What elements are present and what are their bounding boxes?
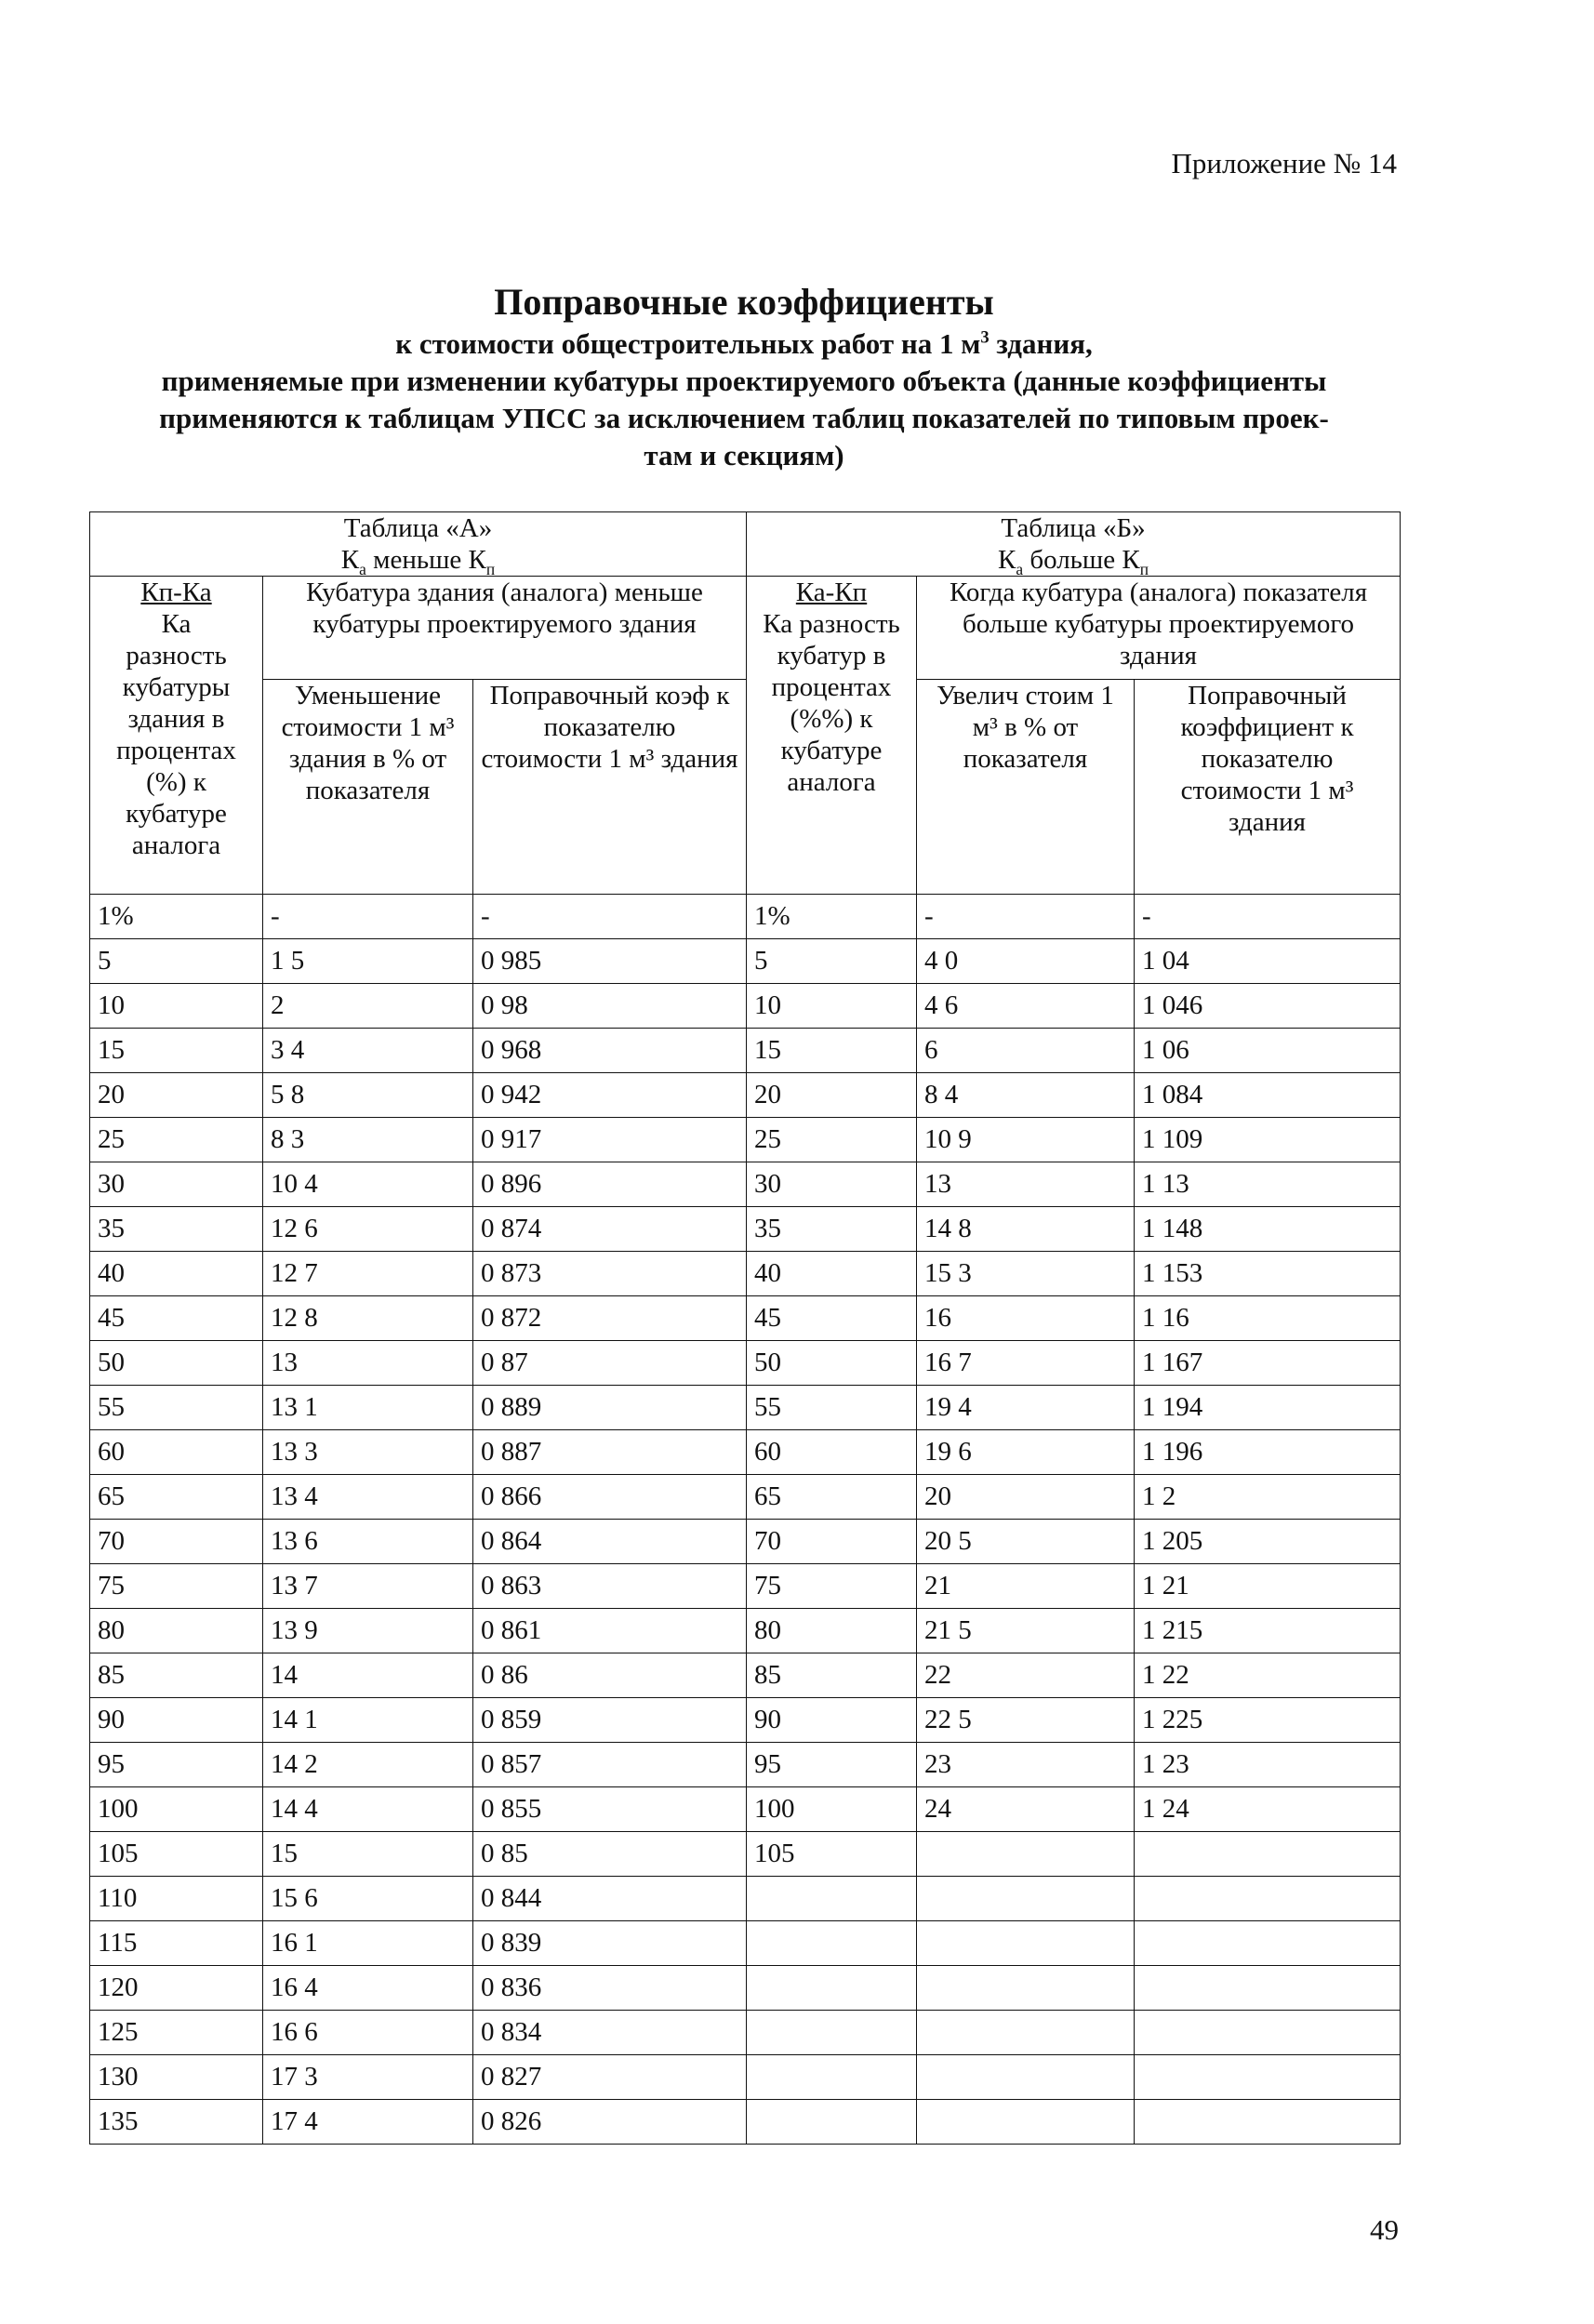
table-cell — [917, 1877, 1135, 1921]
table-cell — [747, 1921, 917, 1966]
table-row — [90, 1296, 1401, 1341]
table-cell — [1135, 1966, 1401, 2011]
table-a-col1-header — [90, 577, 263, 895]
table-cell: 1 046 — [1135, 984, 1401, 1029]
title-line-3: применяются к таблицам УПСС за исключением таблиц показателей по типовым проек- — [159, 402, 1329, 434]
table-row — [90, 1073, 1401, 1118]
table-cell: 95 — [747, 1743, 917, 1787]
table-cell: 1 06 — [1135, 1029, 1401, 1073]
table-cell: 1 225 — [1135, 1698, 1401, 1743]
table-row — [90, 1475, 1401, 1520]
table-cell: 1 5 — [263, 939, 473, 984]
table-cell: 110 — [90, 1877, 263, 1921]
table-cell: 30 — [747, 1162, 917, 1207]
table-cell: 22 — [917, 1653, 1135, 1698]
table-cell — [1135, 1832, 1401, 1877]
table-cell: 20 5 — [917, 1520, 1135, 1564]
table-cell: 1 196 — [1135, 1430, 1401, 1475]
table-row — [90, 1653, 1401, 1698]
table-cell: - — [917, 895, 1135, 939]
table-row — [90, 1921, 1401, 1966]
table-cell: 25 — [90, 1118, 263, 1162]
table-cell: 4 6 — [917, 984, 1135, 1029]
table-row — [90, 1118, 1401, 1162]
table-row — [90, 2100, 1401, 2145]
table-a-subtitle — [98, 544, 738, 576]
table-b-title: Таблица «Б» — [1001, 513, 1146, 543]
table-cell: 14 — [263, 1653, 473, 1698]
table-cell: 13 9 — [263, 1609, 473, 1653]
table-row — [90, 1832, 1401, 1877]
table-cell: 0 864 — [473, 1520, 747, 1564]
table-cell: 1 16 — [1135, 1296, 1401, 1341]
title-line-1-text: к стоимости общестроительных работ на 1 м — [395, 327, 981, 360]
title-line-1 — [84, 325, 1404, 363]
table-cell: 55 — [747, 1386, 917, 1430]
table-row — [90, 1029, 1401, 1073]
table-row — [90, 1207, 1401, 1252]
table-cell — [1135, 1921, 1401, 1966]
table-cell — [1135, 2055, 1401, 2100]
table-a-col2-header: Уменьшение стоимости 1 м³ здания в % от показателя — [263, 680, 473, 895]
table-cell: 0 942 — [473, 1073, 747, 1118]
table-cell: 10 9 — [917, 1118, 1135, 1162]
table-cell: 0 836 — [473, 1966, 747, 2011]
table-cell: 30 — [90, 1162, 263, 1207]
table-cell: 65 — [747, 1475, 917, 1520]
table-cell: 14 1 — [263, 1698, 473, 1743]
page-number: 49 — [1370, 2213, 1399, 2246]
table-cell: 90 — [90, 1698, 263, 1743]
table-cell: 115 — [90, 1921, 263, 1966]
table-row — [90, 1162, 1401, 1207]
table-cell: 10 — [747, 984, 917, 1029]
appendix-label: Приложение № 14 — [1171, 147, 1397, 179]
table-cell: 5 8 — [263, 1073, 473, 1118]
table-cell: 70 — [747, 1520, 917, 1564]
table-row — [90, 984, 1401, 1029]
table-cell — [917, 1921, 1135, 1966]
table-cell: 130 — [90, 2055, 263, 2100]
table-cell: 0 86 — [473, 1653, 747, 1698]
table-cell: 0 859 — [473, 1698, 747, 1743]
table-cell: 8 3 — [263, 1118, 473, 1162]
table-row — [90, 1520, 1401, 1564]
table-cell: 0 834 — [473, 2011, 747, 2055]
table-cell: 1 13 — [1135, 1162, 1401, 1207]
table-cell: 23 — [917, 1743, 1135, 1787]
table-cell: 0 85 — [473, 1832, 747, 1877]
table-cell: 0 826 — [473, 2100, 747, 2145]
table-cell: 60 — [90, 1430, 263, 1475]
table-cell: 20 — [90, 1073, 263, 1118]
table-cell: 75 — [747, 1564, 917, 1609]
table-a-comparison: меньше К — [365, 545, 486, 575]
table-cell: 75 — [90, 1564, 263, 1609]
table-cell: 12 7 — [263, 1252, 473, 1296]
table-cell: 55 — [90, 1386, 263, 1430]
table-a-col1-text: разность кубатуры здания в процентах (%) к кубатуре аналога — [116, 641, 236, 860]
table-cell: 1 084 — [1135, 1073, 1401, 1118]
table-b-k2-index: п — [1139, 559, 1149, 577]
table-cell: 15 — [263, 1832, 473, 1877]
table-cell: 8 4 — [917, 1073, 1135, 1118]
table-row — [90, 1564, 1401, 1609]
table-a-col3-header: Поправочный коэф к показателю стоимости 1 м³ здания — [473, 680, 747, 895]
table-cell: 0 887 — [473, 1430, 747, 1475]
table-cell: 0 866 — [473, 1475, 747, 1520]
table-cell: 20 — [917, 1475, 1135, 1520]
table-cell: 15 6 — [263, 1877, 473, 1921]
table-cell: 0 839 — [473, 1921, 747, 1966]
table-cell: 45 — [90, 1296, 263, 1341]
table-cell: 17 4 — [263, 2100, 473, 2145]
coefficients-table — [89, 511, 1401, 2145]
table-row — [90, 1430, 1401, 1475]
table-cell: 1 21 — [1135, 1564, 1401, 1609]
title-line-1-sup: 3 — [980, 327, 990, 348]
table-b-col2-header: Увелич стоим 1 м³ в % от показателя — [917, 680, 1135, 895]
table-cell: 24 — [917, 1787, 1135, 1832]
table-row — [90, 1386, 1401, 1430]
table-cell: 0 968 — [473, 1029, 747, 1073]
table-a-col1-denominator: Ка — [161, 609, 192, 639]
table-cell: 0 889 — [473, 1386, 747, 1430]
table-row — [90, 1877, 1401, 1921]
table-cell: 40 — [747, 1252, 917, 1296]
table-cell: 1% — [747, 895, 917, 939]
table-b-col1-top: Ка-Кп — [795, 578, 868, 607]
table-cell: 12 6 — [263, 1207, 473, 1252]
table-cell: 13 6 — [263, 1520, 473, 1564]
table-a-group-header: Кубатура здания (аналога) меньше кубатуры проектируемого здания — [263, 577, 747, 680]
table-cell: 14 2 — [263, 1743, 473, 1787]
table-cell — [747, 2055, 917, 2100]
table-cell: 13 — [917, 1162, 1135, 1207]
table-b-k: К — [998, 545, 1016, 575]
table-cell: 85 — [90, 1653, 263, 1698]
table-cell: 1 167 — [1135, 1341, 1401, 1386]
table-a-k: К — [340, 545, 360, 575]
table-row — [90, 2011, 1401, 2055]
table-cell — [747, 2011, 917, 2055]
table-cell: 80 — [90, 1609, 263, 1653]
table-cell: 13 — [263, 1341, 473, 1386]
table-cell: 10 4 — [263, 1162, 473, 1207]
table-cell: - — [473, 895, 747, 939]
table-cell: - — [263, 895, 473, 939]
table-cell: 0 896 — [473, 1162, 747, 1207]
table-row — [90, 2055, 1401, 2100]
table-cell: 1 23 — [1135, 1743, 1401, 1787]
table-cell: 50 — [747, 1341, 917, 1386]
table-cell: 14 8 — [917, 1207, 1135, 1252]
table-cell: 15 — [747, 1029, 917, 1073]
title-line-4: там и секциям) — [644, 439, 844, 471]
table-cell: 0 917 — [473, 1118, 747, 1162]
table-cell: 1 04 — [1135, 939, 1401, 984]
table-cell: 16 1 — [263, 1921, 473, 1966]
table-cell — [917, 1966, 1135, 2011]
table-b-header — [747, 512, 1401, 577]
table-cell: 13 3 — [263, 1430, 473, 1475]
table-a-col1-numerator: Кп-Ка — [140, 578, 212, 607]
table-cell: 0 827 — [473, 2055, 747, 2100]
table-cell: - — [1135, 895, 1401, 939]
table-row — [90, 1966, 1401, 2011]
table-header — [90, 512, 1401, 895]
table-cell: 85 — [747, 1653, 917, 1698]
table-cell: 21 — [917, 1564, 1135, 1609]
title-main: Поправочные коэффициенты — [494, 281, 994, 323]
table-cell — [1135, 2100, 1401, 2145]
table-cell: 95 — [90, 1743, 263, 1787]
table-cell: 5 — [747, 939, 917, 984]
table-cell: 0 873 — [473, 1252, 747, 1296]
table-cell: 1 148 — [1135, 1207, 1401, 1252]
table-cell: 0 863 — [473, 1564, 747, 1609]
table-cell: 0 98 — [473, 984, 747, 1029]
table-cell: 0 874 — [473, 1207, 747, 1252]
table-cell: 5 — [90, 939, 263, 984]
table-cell: 60 — [747, 1430, 917, 1475]
table-cell: 15 — [90, 1029, 263, 1073]
table-cell — [917, 2100, 1135, 2145]
table-cell: 90 — [747, 1698, 917, 1743]
table-cell: 100 — [747, 1787, 917, 1832]
table-cell: 13 1 — [263, 1386, 473, 1430]
table-cell: 10 — [90, 984, 263, 1029]
table-cell: 22 5 — [917, 1698, 1135, 1743]
table-row — [90, 1609, 1401, 1653]
document-title — [84, 279, 1404, 474]
table-a-k2-index: п — [485, 559, 496, 577]
table-row — [90, 1341, 1401, 1386]
table-a-title: Таблица «А» — [343, 513, 493, 543]
table-cell: 13 7 — [263, 1564, 473, 1609]
table-cell: 40 — [90, 1252, 263, 1296]
table-cell: 15 3 — [917, 1252, 1135, 1296]
table-b-comparison: больше К — [1023, 545, 1140, 575]
table-cell: 0 855 — [473, 1787, 747, 1832]
table-row — [90, 1787, 1401, 1832]
table-cell: 1 153 — [1135, 1252, 1401, 1296]
table-cell — [917, 1832, 1135, 1877]
table-cell: 0 861 — [473, 1609, 747, 1653]
table-row — [90, 895, 1401, 939]
title-line-2: применяемые при изменении кубатуры проектируемого объекта (данные коэффициенты — [161, 365, 1327, 397]
table-b-subtitle — [754, 544, 1392, 576]
table-cell — [917, 2055, 1135, 2100]
table-a-header — [90, 512, 747, 577]
table-b-col3-header: Поправочный коэффициент к показателю стоимости 1 м³ здания — [1135, 680, 1401, 895]
table-cell — [747, 1966, 917, 2011]
table-cell: 35 — [747, 1207, 917, 1252]
table-cell: 100 — [90, 1787, 263, 1832]
title-line-1-end: здания, — [989, 327, 1093, 360]
table-cell: 70 — [90, 1520, 263, 1564]
table-cell: 16 7 — [917, 1341, 1135, 1386]
table-b-col1-text: Ка разность кубатур в процентах (%%) к кубатуре аналога — [763, 609, 900, 797]
table-cell: 1 215 — [1135, 1609, 1401, 1653]
table-cell: 0 872 — [473, 1296, 747, 1341]
table-cell: 19 4 — [917, 1386, 1135, 1430]
table-cell: 0 844 — [473, 1877, 747, 1921]
table-cell: 4 0 — [917, 939, 1135, 984]
table-cell — [1135, 1877, 1401, 1921]
table-cell: 3 4 — [263, 1029, 473, 1073]
table-cell: 50 — [90, 1341, 263, 1386]
table-cell: 1 205 — [1135, 1520, 1401, 1564]
table-cell: 35 — [90, 1207, 263, 1252]
table-cell: 1 2 — [1135, 1475, 1401, 1520]
table-cell: 0 985 — [473, 939, 747, 984]
table-cell: 135 — [90, 2100, 263, 2145]
table-body — [90, 895, 1401, 2145]
table-cell: 13 4 — [263, 1475, 473, 1520]
table-cell: 1% — [90, 895, 263, 939]
table-cell: 16 — [917, 1296, 1135, 1341]
table-cell: 1 194 — [1135, 1386, 1401, 1430]
table-cell: 16 6 — [263, 2011, 473, 2055]
table-cell: 6 — [917, 1029, 1135, 1073]
table-cell — [917, 2011, 1135, 2055]
table-cell: 45 — [747, 1296, 917, 1341]
table-cell — [747, 1877, 917, 1921]
table-cell: 12 8 — [263, 1296, 473, 1341]
table-cell: 2 — [263, 984, 473, 1029]
table-cell: 0 857 — [473, 1743, 747, 1787]
table-b-k-index: а — [1016, 559, 1024, 577]
table-cell: 105 — [747, 1832, 917, 1877]
table-cell: 16 4 — [263, 1966, 473, 2011]
table-cell: 17 3 — [263, 2055, 473, 2100]
table-row — [90, 1252, 1401, 1296]
table-cell: 125 — [90, 2011, 263, 2055]
table-row — [90, 1743, 1401, 1787]
table-row — [90, 1698, 1401, 1743]
table-cell: 1 24 — [1135, 1787, 1401, 1832]
table-cell: 14 4 — [263, 1787, 473, 1832]
table-cell: 105 — [90, 1832, 263, 1877]
table-cell: 1 109 — [1135, 1118, 1401, 1162]
table-a-k-index: а — [359, 559, 366, 577]
table-cell: 19 6 — [917, 1430, 1135, 1475]
table-cell: 25 — [747, 1118, 917, 1162]
table-row — [90, 939, 1401, 984]
table-cell: 1 22 — [1135, 1653, 1401, 1698]
table-cell — [1135, 2011, 1401, 2055]
table-cell: 65 — [90, 1475, 263, 1520]
table-cell — [747, 2100, 917, 2145]
table-b-group-header: Когда кубатура (аналога) показателя больше кубатуры проектируемого здания — [917, 577, 1401, 680]
table-b-col1-header — [747, 577, 917, 895]
table-cell: 80 — [747, 1609, 917, 1653]
table-cell: 120 — [90, 1966, 263, 2011]
table-cell: 21 5 — [917, 1609, 1135, 1653]
table-cell: 20 — [747, 1073, 917, 1118]
table-cell: 0 87 — [473, 1341, 747, 1386]
